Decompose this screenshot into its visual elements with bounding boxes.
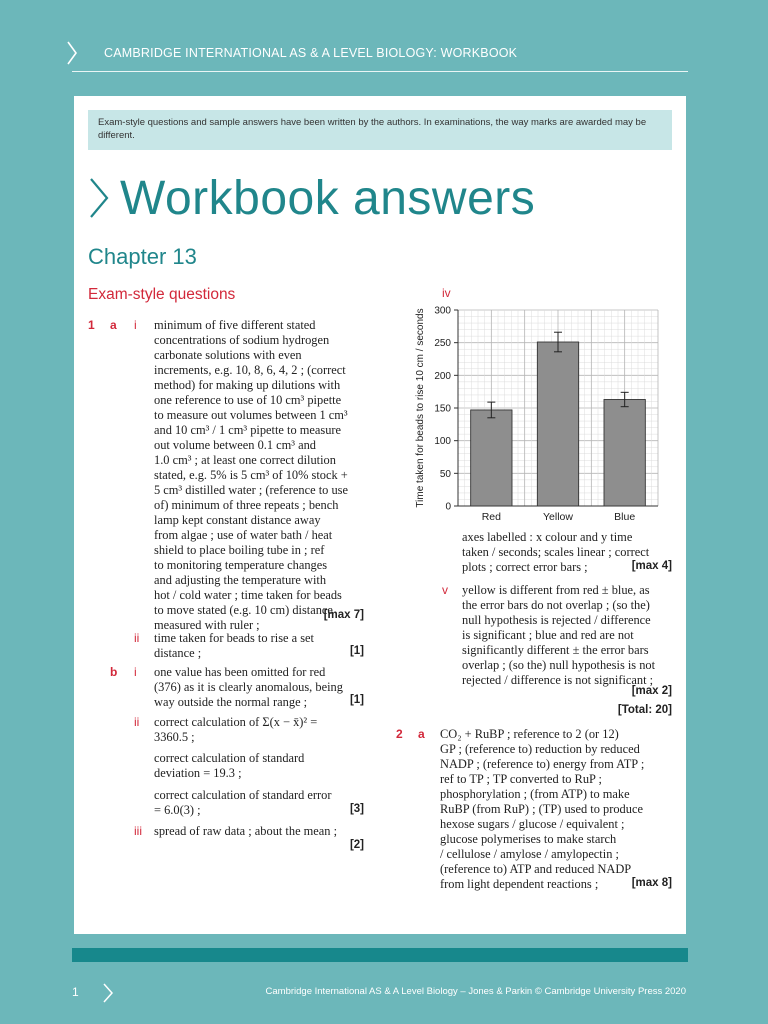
header-title: CAMBRIDGE INTERNATIONAL AS & A LEVEL BIOLOGY: WORKBOOK [104,46,518,60]
subpart-label: iv [442,286,451,300]
answer-line: one value has been omitted for red [154,665,326,679]
y-tick-label: 0 [445,501,451,513]
bar-chart [410,302,666,528]
page-title-text: Workbook answers [120,171,536,225]
y-tick-label: 100 [434,436,451,448]
answer-line: hexose sugars / glucose / equivalent ; [440,817,625,831]
answer-line: CO₂ + RuBP ; reference to 2 (or 12) [440,727,619,741]
answer-line: correct calculation of standard error [154,788,332,802]
answer-2a [440,727,676,892]
total-marks: [Total: 20] [617,704,672,716]
subpart-label: i [134,665,137,679]
answer-line: (reference to) ATP and reduced NADP [440,862,632,876]
chevron-right-icon [88,176,110,220]
answer-line: and 10 cm³ / 1 cm³ pipette to measure [154,423,342,437]
answer-line: 1.0 cm³ ; at least one correct dilution [154,453,336,467]
answer-line: ref to TP ; TP converted to RuP ; [440,772,602,786]
answer-line: to move stated (e.g. 10 cm) distance [154,603,333,617]
answer-line: of) minimum of three repeats ; bench [154,498,339,512]
answer-line: spread of raw data ; about the mean ; [154,824,338,838]
answer-line: the error bars do not overlap ; (so the) [462,598,650,612]
bar-blue [604,400,645,506]
subpart-label: v [442,583,448,597]
answer-line: minimum of five different stated [154,318,316,332]
answer-line: out volume between 0.1 cm³ and [154,438,316,452]
answer-line: increments, e.g. 10, 8, 6, 4, 2 ; (correct [154,363,346,377]
answer-line: correct calculation of Σ(x − x̄)² = [154,715,318,729]
answer-line: stated, e.g. 5% is 5 cm³ of 10% stock + [154,468,348,482]
answer-line: overlap ; (so the) null hypothesis is not [462,658,656,672]
answer-1ai [154,318,374,633]
subpart-label: iii [134,824,142,838]
chapter-heading: Chapter 13 [88,244,197,269]
marks: [1] [349,694,364,706]
answer-line: RuBP (from RuP) ; (TP) used to produce [440,802,643,816]
answer-line: correct calculation of standard [154,751,305,765]
answer-line: significantly different ± the error bars [462,643,649,657]
y-tick-label: 250 [434,338,451,350]
question-number: 2 [396,727,403,741]
page-title [88,168,535,228]
y-tick-label: 200 [434,370,451,382]
chevron-right-icon [102,982,114,1004]
footer-band [72,948,688,962]
answer-line: GP ; (reference to) reduction by reduced [440,742,640,756]
answer-line: distance ; [154,646,202,660]
answer-line: lamp kept constant distance away [154,513,321,527]
bar-red [471,410,512,506]
marks: [max 2] [631,685,672,697]
page-content [74,96,686,934]
answer-line: measured with ruler ; [154,618,260,632]
answer-line: 5 cm³ distilled water ; (reference to use [154,483,348,497]
chevron-right-icon [66,40,78,66]
part-label: b [110,665,118,679]
bar-yellow [537,342,578,506]
answer-line: to measure out volumes between 1 cm³ [154,408,348,422]
answer-line: deviation = 19.3 ; [154,766,242,780]
answer-line: glucose polymerises to make starch [440,832,617,846]
answer-line: phosphorylation ; (from ATP) to make [440,787,630,801]
y-tick-label: 300 [434,305,451,317]
footer-credit: Cambridge International AS & A Level Biology – Jones & Parkin © Cambridge University Press 2020 [265,986,686,997]
page-number: 1 [72,985,79,999]
running-header [0,0,768,72]
answer-1v [462,583,676,688]
answer-line: taken / seconds; scales linear ; correct [462,545,650,559]
y-tick-label: 150 [434,403,451,415]
answer-1bii-sd [154,751,364,781]
marks: [3] [349,803,364,815]
marks: [max 8] [631,877,672,889]
answer-line: is significant ; blue and red are not [462,628,634,642]
answer-line: (376) as it is clearly anomalous, being [154,680,343,694]
answer-line: from algae ; use of water bath / heat [154,528,333,542]
answer-line: to monitoring temperature changes [154,558,328,572]
answer-line: NADP ; (reference to) energy from ATP ; [440,757,645,771]
answer-1bii [154,715,364,745]
header-rule [72,71,688,72]
marks: [1] [349,645,364,657]
answer-line: from light dependent reactions ; [440,877,599,891]
question-number: 1 [88,318,95,332]
x-tick-label: Red [481,511,501,523]
answer-line: concentrations of sodium hydrogen [154,333,330,347]
part-label: a [418,727,425,741]
marks: [max 7] [323,609,364,621]
y-axis-label: Time taken for beads to rise 10 cm / seconds [415,308,426,508]
answer-line: way outside the normal range ; [154,695,308,709]
answer-line: axes labelled : x colour and y time [462,530,633,544]
chart-svg [410,302,666,528]
answer-line: method) for making up dilutions with [154,378,341,392]
answer-line: time taken for beads to rise a set [154,631,314,645]
answer-line: rejected / difference is not significant ; [462,673,654,687]
marks: [2] [349,839,364,851]
subpart-label: ii [134,631,140,645]
subpart-label: ii [134,715,140,729]
answer-1biii [154,824,374,839]
part-label: a [110,318,117,332]
section-heading: Exam-style questions [88,286,236,303]
answer-line: one reference to use of 10 cm³ pipette [154,393,342,407]
answer-line: / cellulose / amylose / amylopectin ; [440,847,619,861]
subpart-label: i [134,318,137,332]
answer-line: carbonate solutions with even [154,348,302,362]
answer-line: 3360.5 ; [154,730,195,744]
y-tick-label: 50 [439,468,451,480]
x-tick-label: Blue [614,511,636,523]
x-tick-label: Yellow [543,511,573,523]
answer-line: yellow is different from red ± blue, as [462,583,650,597]
answer-line: hot / cold water ; time taken for beads [154,588,342,602]
answer-line: and adjusting the temperature with [154,573,327,587]
notice-box: Exam-style questions and sample answers have been written by the authors. In examinations, the way marks are awarded may be different. [88,110,672,150]
answer-line: plots ; correct error bars ; [462,560,588,574]
answer-line: = 6.0(3) ; [154,803,201,817]
answer-line: null hypothesis is rejected / difference [462,613,651,627]
answer-line: shield to place boiling tube in ; ref [154,543,325,557]
marks: [max 4] [631,560,672,572]
